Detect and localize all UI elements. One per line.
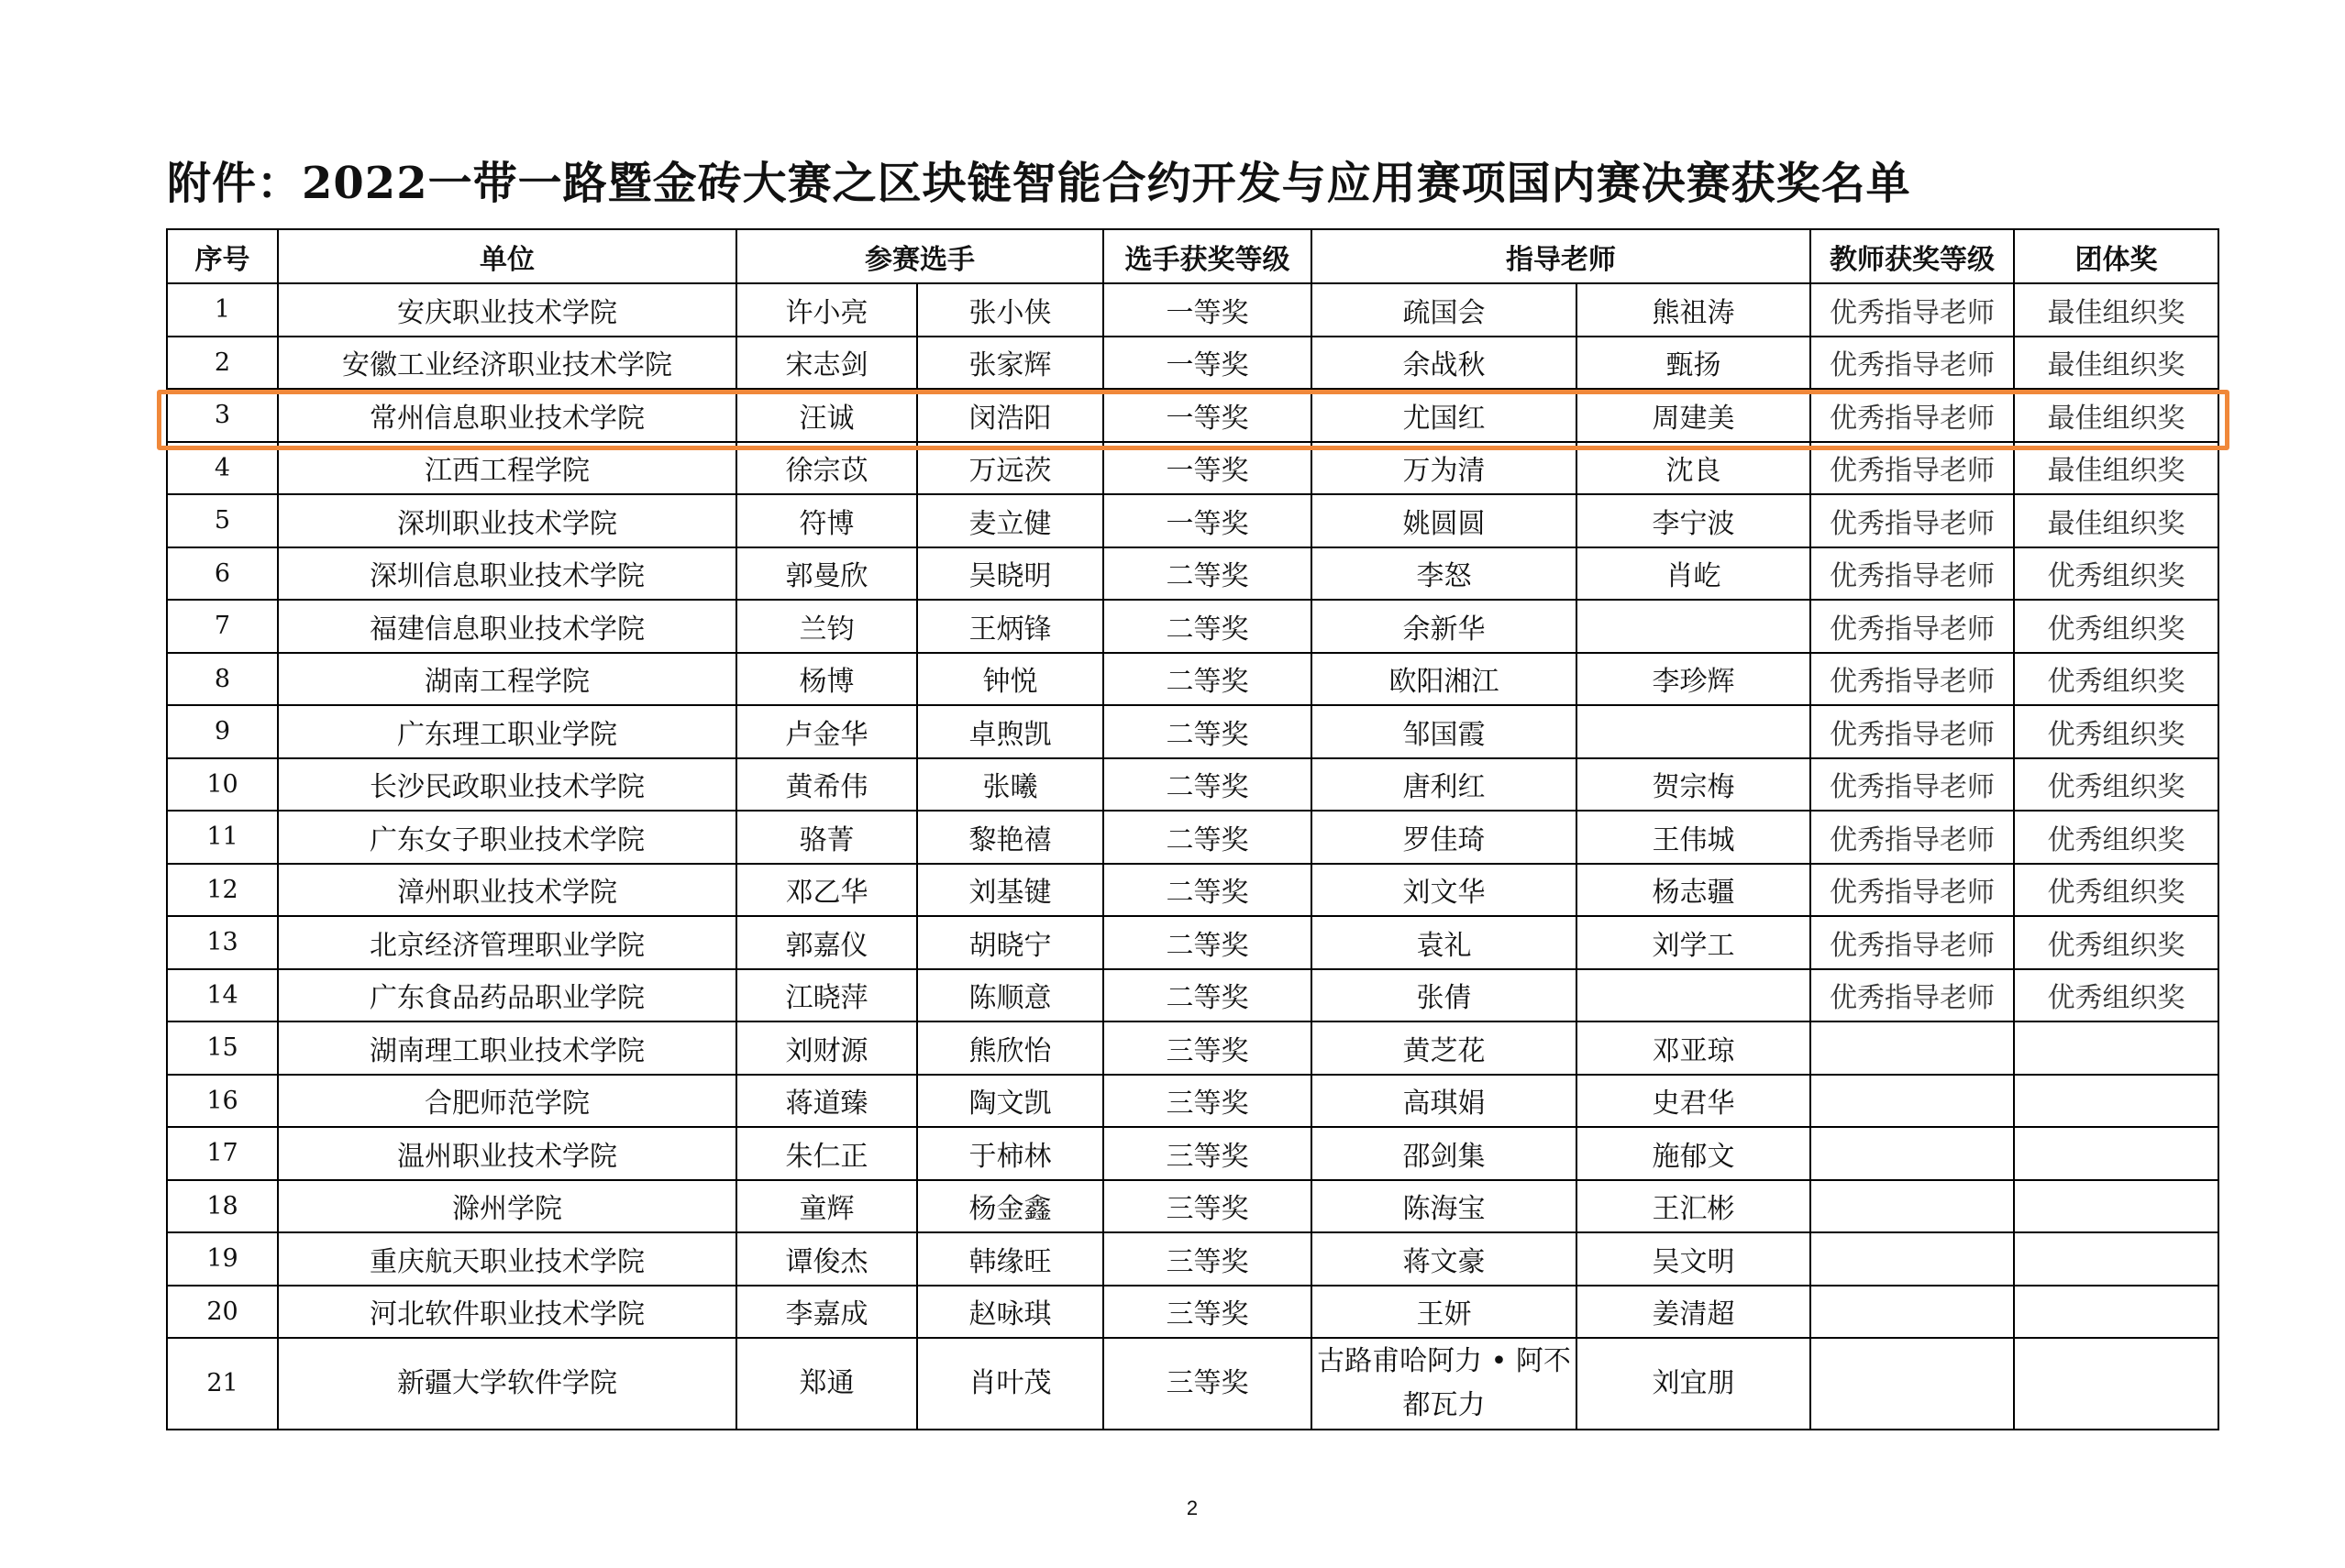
- cell-unit: 安庆职业技术学院: [278, 283, 736, 337]
- cell-contestant-1: 宋志剑: [736, 337, 917, 390]
- cell-contestant-1: 汪诚: [736, 389, 917, 442]
- cell-team-award: 最佳组织奖: [2014, 283, 2218, 337]
- cell-unit: 河北软件职业技术学院: [278, 1286, 736, 1339]
- header-seq: 序号: [167, 229, 278, 283]
- table-row: [167, 864, 2218, 917]
- cell-advisor-1: 张倩: [1311, 969, 1576, 1022]
- cell-advisor-2: 刘学工: [1576, 916, 1810, 969]
- cell-team-award: 最佳组织奖: [2014, 389, 2218, 442]
- cell-seq: 10: [167, 758, 278, 812]
- cell-contestant-award: 一等奖: [1103, 337, 1311, 390]
- cell-advisor-2: 熊祖涛: [1576, 283, 1810, 337]
- cell-teacher-award: 优秀指导老师: [1810, 494, 2014, 547]
- cell-contestant-award: 二等奖: [1103, 969, 1311, 1022]
- cell-contestant-2: 肖叶茂: [917, 1338, 1103, 1430]
- table-row: [167, 389, 2218, 442]
- header-contestant-award: 选手获奖等级: [1103, 229, 1311, 283]
- table-row: [167, 1338, 2218, 1430]
- cell-teacher-award: 优秀指导老师: [1810, 389, 2014, 442]
- cell-contestant-award: 二等奖: [1103, 864, 1311, 917]
- cell-contestant-award: 一等奖: [1103, 494, 1311, 547]
- cell-contestant-2: 赵咏琪: [917, 1286, 1103, 1339]
- cell-contestant-2: 吴晓明: [917, 547, 1103, 601]
- cell-teacher-award: 优秀指导老师: [1810, 547, 2014, 601]
- table-row: [167, 442, 2218, 495]
- cell-contestant-award: 一等奖: [1103, 389, 1311, 442]
- cell-contestant-1: 杨博: [736, 653, 917, 706]
- header-teacher-award: 教师获奖等级: [1810, 229, 2014, 283]
- cell-contestant-award: 二等奖: [1103, 547, 1311, 601]
- cell-unit: 温州职业技术学院: [278, 1127, 736, 1180]
- cell-contestant-award: 三等奖: [1103, 1075, 1311, 1128]
- cell-teacher-award: 优秀指导老师: [1810, 337, 2014, 390]
- header-team-award: 团体奖: [2014, 229, 2218, 283]
- cell-seq: 14: [167, 969, 278, 1022]
- cell-advisor-2: 施郁文: [1576, 1127, 1810, 1180]
- page-title: 附件：2022一带一路暨金砖大赛之区块链智能合约开发与应用赛项国内赛决赛获奖名单: [167, 158, 1911, 209]
- cell-contestant-award: 三等奖: [1103, 1180, 1311, 1233]
- cell-contestant-1: 谭俊杰: [736, 1232, 917, 1286]
- cell-advisor-1: 欧阳湘江: [1311, 653, 1576, 706]
- cell-contestant-2: 韩缘旺: [917, 1232, 1103, 1286]
- cell-advisor-2: [1576, 969, 1810, 1022]
- table-row: [167, 337, 2218, 390]
- cell-contestant-1: 许小亮: [736, 283, 917, 337]
- cell-unit: 湖南理工职业技术学院: [278, 1021, 736, 1075]
- cell-seq: 11: [167, 811, 278, 864]
- cell-unit: 广东理工职业学院: [278, 705, 736, 758]
- cell-seq: 15: [167, 1021, 278, 1075]
- cell-contestant-award: 一等奖: [1103, 283, 1311, 337]
- cell-advisor-1: 李怒: [1311, 547, 1576, 601]
- cell-team-award: [2014, 1021, 2218, 1075]
- cell-unit: 广东食品药品职业学院: [278, 969, 736, 1022]
- cell-teacher-award: [1810, 1232, 2014, 1286]
- cell-advisor-1: 余新华: [1311, 600, 1576, 653]
- cell-contestant-1: 卢金华: [736, 705, 917, 758]
- cell-teacher-award: 优秀指导老师: [1810, 916, 2014, 969]
- cell-advisor-1: 邵剑集: [1311, 1127, 1576, 1180]
- cell-advisor-2: 王伟城: [1576, 811, 1810, 864]
- cell-advisor-1: 罗佳琦: [1311, 811, 1576, 864]
- cell-team-award: [2014, 1180, 2218, 1233]
- table-row: [167, 600, 2218, 653]
- cell-team-award: 优秀组织奖: [2014, 916, 2218, 969]
- cell-contestant-1: 刘财源: [736, 1021, 917, 1075]
- cell-advisor-2: 李珍辉: [1576, 653, 1810, 706]
- cell-advisor-1: 陈海宝: [1311, 1180, 1576, 1233]
- cell-team-award: 优秀组织奖: [2014, 758, 2218, 812]
- table-row: [167, 494, 2218, 547]
- cell-advisor-2: 李宁波: [1576, 494, 1810, 547]
- table-row: [167, 758, 2218, 812]
- cell-advisor-2: 甄扬: [1576, 337, 1810, 390]
- cell-contestant-2: 陈顺意: [917, 969, 1103, 1022]
- cell-advisor-2: 吴文明: [1576, 1232, 1810, 1286]
- cell-team-award: 优秀组织奖: [2014, 969, 2218, 1022]
- cell-advisor-1: 尤国红: [1311, 389, 1576, 442]
- cell-contestant-1: 骆菁: [736, 811, 917, 864]
- cell-advisor-1: 唐利红: [1311, 758, 1576, 812]
- cell-team-award: 优秀组织奖: [2014, 811, 2218, 864]
- cell-unit: 江西工程学院: [278, 442, 736, 495]
- cell-contestant-award: 二等奖: [1103, 811, 1311, 864]
- cell-unit: 广东女子职业技术学院: [278, 811, 736, 864]
- cell-contestant-2: 王炳锋: [917, 600, 1103, 653]
- cell-team-award: 优秀组织奖: [2014, 547, 2218, 601]
- cell-teacher-award: 优秀指导老师: [1810, 705, 2014, 758]
- cell-seq: 4: [167, 442, 278, 495]
- cell-seq: 12: [167, 864, 278, 917]
- table-row: [167, 1232, 2218, 1286]
- cell-advisor-1: 疏国会: [1311, 283, 1576, 337]
- header-advisors: 指导老师: [1311, 229, 1810, 283]
- cell-advisor-2: 沈良: [1576, 442, 1810, 495]
- cell-team-award: 最佳组织奖: [2014, 337, 2218, 390]
- table-row: [167, 969, 2218, 1022]
- cell-contestant-1: 李嘉成: [736, 1286, 917, 1339]
- cell-team-award: [2014, 1286, 2218, 1339]
- cell-seq: 2: [167, 337, 278, 390]
- cell-contestant-award: 二等奖: [1103, 653, 1311, 706]
- cell-unit: 合肥师范学院: [278, 1075, 736, 1128]
- cell-advisor-2: 贺宗梅: [1576, 758, 1810, 812]
- cell-seq: 1: [167, 283, 278, 337]
- cell-advisor-2: 邓亚琼: [1576, 1021, 1810, 1075]
- table-row: [167, 811, 2218, 864]
- cell-contestant-2: 杨金鑫: [917, 1180, 1103, 1233]
- cell-teacher-award: 优秀指导老师: [1810, 283, 2014, 337]
- cell-contestant-1: 朱仁正: [736, 1127, 917, 1180]
- cell-advisor-1: 黄芝花: [1311, 1021, 1576, 1075]
- cell-unit: 重庆航天职业技术学院: [278, 1232, 736, 1286]
- cell-contestant-2: 张小侠: [917, 283, 1103, 337]
- cell-contestant-award: 三等奖: [1103, 1127, 1311, 1180]
- cell-contestant-2: 黎艳禧: [917, 811, 1103, 864]
- cell-advisor-1: 高琪娟: [1311, 1075, 1576, 1128]
- cell-seq: 13: [167, 916, 278, 969]
- table-row: [167, 653, 2218, 706]
- cell-contestant-1: 徐宗苡: [736, 442, 917, 495]
- cell-seq: 21: [167, 1338, 278, 1430]
- table-row: [167, 1021, 2218, 1075]
- cell-unit: 北京经济管理职业学院: [278, 916, 736, 969]
- cell-team-award: 优秀组织奖: [2014, 705, 2218, 758]
- cell-contestant-1: 童辉: [736, 1180, 917, 1233]
- cell-advisor-1: 刘文华: [1311, 864, 1576, 917]
- cell-unit: 福建信息职业技术学院: [278, 600, 736, 653]
- cell-advisor-2: 刘宜朋: [1576, 1338, 1810, 1430]
- page-number: 2: [1186, 1496, 1199, 1519]
- cell-seq: 18: [167, 1180, 278, 1233]
- cell-unit: 安徽工业经济职业技术学院: [278, 337, 736, 390]
- cell-team-award: 优秀组织奖: [2014, 600, 2218, 653]
- cell-team-award: [2014, 1127, 2218, 1180]
- cell-seq: 8: [167, 653, 278, 706]
- cell-advisor-1: 姚圆圆: [1311, 494, 1576, 547]
- cell-unit: 滁州学院: [278, 1180, 736, 1233]
- cell-unit: 深圳职业技术学院: [278, 494, 736, 547]
- cell-team-award: [2014, 1232, 2218, 1286]
- cell-advisor-1: 万为清: [1311, 442, 1576, 495]
- cell-advisor-2: 杨志疆: [1576, 864, 1810, 917]
- cell-contestant-2: 熊欣怡: [917, 1021, 1103, 1075]
- cell-unit: 常州信息职业技术学院: [278, 389, 736, 442]
- cell-seq: 17: [167, 1127, 278, 1180]
- cell-teacher-award: [1810, 1127, 2014, 1180]
- cell-teacher-award: 优秀指导老师: [1810, 864, 2014, 917]
- cell-contestant-1: 蒋道臻: [736, 1075, 917, 1128]
- cell-contestant-2: 张家辉: [917, 337, 1103, 390]
- cell-contestant-award: 二等奖: [1103, 916, 1311, 969]
- cell-seq: 9: [167, 705, 278, 758]
- table-row: [167, 705, 2218, 758]
- cell-contestant-award: 三等奖: [1103, 1286, 1311, 1339]
- cell-advisor-2: 王汇彬: [1576, 1180, 1810, 1233]
- cell-teacher-award: [1810, 1021, 2014, 1075]
- cell-teacher-award: [1810, 1075, 2014, 1128]
- cell-teacher-award: 优秀指导老师: [1810, 600, 2014, 653]
- cell-team-award: 优秀组织奖: [2014, 653, 2218, 706]
- cell-contestant-award: 三等奖: [1103, 1338, 1311, 1430]
- cell-contestant-1: 郭曼欣: [736, 547, 917, 601]
- cell-teacher-award: 优秀指导老师: [1810, 811, 2014, 864]
- cell-advisor-1: 王妍: [1311, 1286, 1576, 1339]
- cell-contestant-award: 一等奖: [1103, 442, 1311, 495]
- table-row: [167, 1127, 2218, 1180]
- table-row: [167, 283, 2218, 337]
- cell-seq: 7: [167, 600, 278, 653]
- award-table: [166, 228, 2219, 1430]
- cell-contestant-2: 闵浩阳: [917, 389, 1103, 442]
- cell-teacher-award: 优秀指导老师: [1810, 758, 2014, 812]
- cell-advisor-2: 姜清超: [1576, 1286, 1810, 1339]
- cell-contestant-award: 三等奖: [1103, 1232, 1311, 1286]
- cell-teacher-award: 优秀指导老师: [1810, 969, 2014, 1022]
- cell-advisor-1: 袁礼: [1311, 916, 1576, 969]
- cell-advisor-2: 史君华: [1576, 1075, 1810, 1128]
- cell-contestant-2: 麦立健: [917, 494, 1103, 547]
- cell-advisor-2: 肖屹: [1576, 547, 1810, 601]
- cell-contestant-1: 兰钧: [736, 600, 917, 653]
- table-row: [167, 1180, 2218, 1233]
- cell-advisor-2: [1576, 600, 1810, 653]
- cell-seq: 6: [167, 547, 278, 601]
- cell-seq: 20: [167, 1286, 278, 1339]
- cell-contestant-2: 于柿林: [917, 1127, 1103, 1180]
- cell-seq: 16: [167, 1075, 278, 1128]
- header-contestants: 参赛选手: [736, 229, 1103, 283]
- cell-advisor-2: [1576, 705, 1810, 758]
- cell-contestant-2: 万远茨: [917, 442, 1103, 495]
- cell-teacher-award: [1810, 1286, 2014, 1339]
- cell-unit: 长沙民政职业技术学院: [278, 758, 736, 812]
- cell-advisor-1: 余战秋: [1311, 337, 1576, 390]
- cell-contestant-2: 刘基键: [917, 864, 1103, 917]
- cell-contestant-1: 郑通: [736, 1338, 917, 1430]
- cell-advisor-2: 周建美: [1576, 389, 1810, 442]
- table-body: [167, 283, 2218, 1430]
- cell-advisor-1: 蒋文豪: [1311, 1232, 1576, 1286]
- cell-team-award: 优秀组织奖: [2014, 864, 2218, 917]
- cell-advisor-1: 古路甫哈阿力 • 阿不都瓦力: [1311, 1338, 1576, 1430]
- table-row: [167, 1286, 2218, 1339]
- header-unit: 单位: [278, 229, 736, 283]
- table-row: [167, 547, 2218, 601]
- cell-advisor-1: 邹国霞: [1311, 705, 1576, 758]
- cell-contestant-award: 二等奖: [1103, 705, 1311, 758]
- cell-team-award: 最佳组织奖: [2014, 442, 2218, 495]
- cell-unit: 湖南工程学院: [278, 653, 736, 706]
- table-row: [167, 916, 2218, 969]
- cell-teacher-award: [1810, 1180, 2014, 1233]
- cell-contestant-2: 钟悦: [917, 653, 1103, 706]
- cell-contestant-1: 黄希伟: [736, 758, 917, 812]
- cell-teacher-award: 优秀指导老师: [1810, 653, 2014, 706]
- cell-contestant-1: 符博: [736, 494, 917, 547]
- cell-unit: 漳州职业技术学院: [278, 864, 736, 917]
- cell-teacher-award: 优秀指导老师: [1810, 442, 2014, 495]
- cell-unit: 新疆大学软件学院: [278, 1338, 736, 1430]
- cell-team-award: [2014, 1075, 2218, 1128]
- cell-teacher-award: [1810, 1338, 2014, 1430]
- cell-contestant-2: 卓煦凯: [917, 705, 1103, 758]
- cell-contestant-2: 胡晓宁: [917, 916, 1103, 969]
- cell-seq: 5: [167, 494, 278, 547]
- cell-team-award: 最佳组织奖: [2014, 494, 2218, 547]
- cell-team-award: [2014, 1338, 2218, 1430]
- cell-contestant-2: 张曦: [917, 758, 1103, 812]
- cell-seq: 19: [167, 1232, 278, 1286]
- table-header-row: [167, 229, 2218, 283]
- table-row: [167, 1075, 2218, 1128]
- cell-contestant-award: 三等奖: [1103, 1021, 1311, 1075]
- cell-contestant-award: 二等奖: [1103, 758, 1311, 812]
- cell-contestant-1: 江晓萍: [736, 969, 917, 1022]
- cell-contestant-1: 郭嘉仪: [736, 916, 917, 969]
- cell-contestant-2: 陶文凯: [917, 1075, 1103, 1128]
- cell-unit: 深圳信息职业技术学院: [278, 547, 736, 601]
- cell-contestant-award: 二等奖: [1103, 600, 1311, 653]
- cell-seq: 3: [167, 389, 278, 442]
- cell-contestant-1: 邓乙华: [736, 864, 917, 917]
